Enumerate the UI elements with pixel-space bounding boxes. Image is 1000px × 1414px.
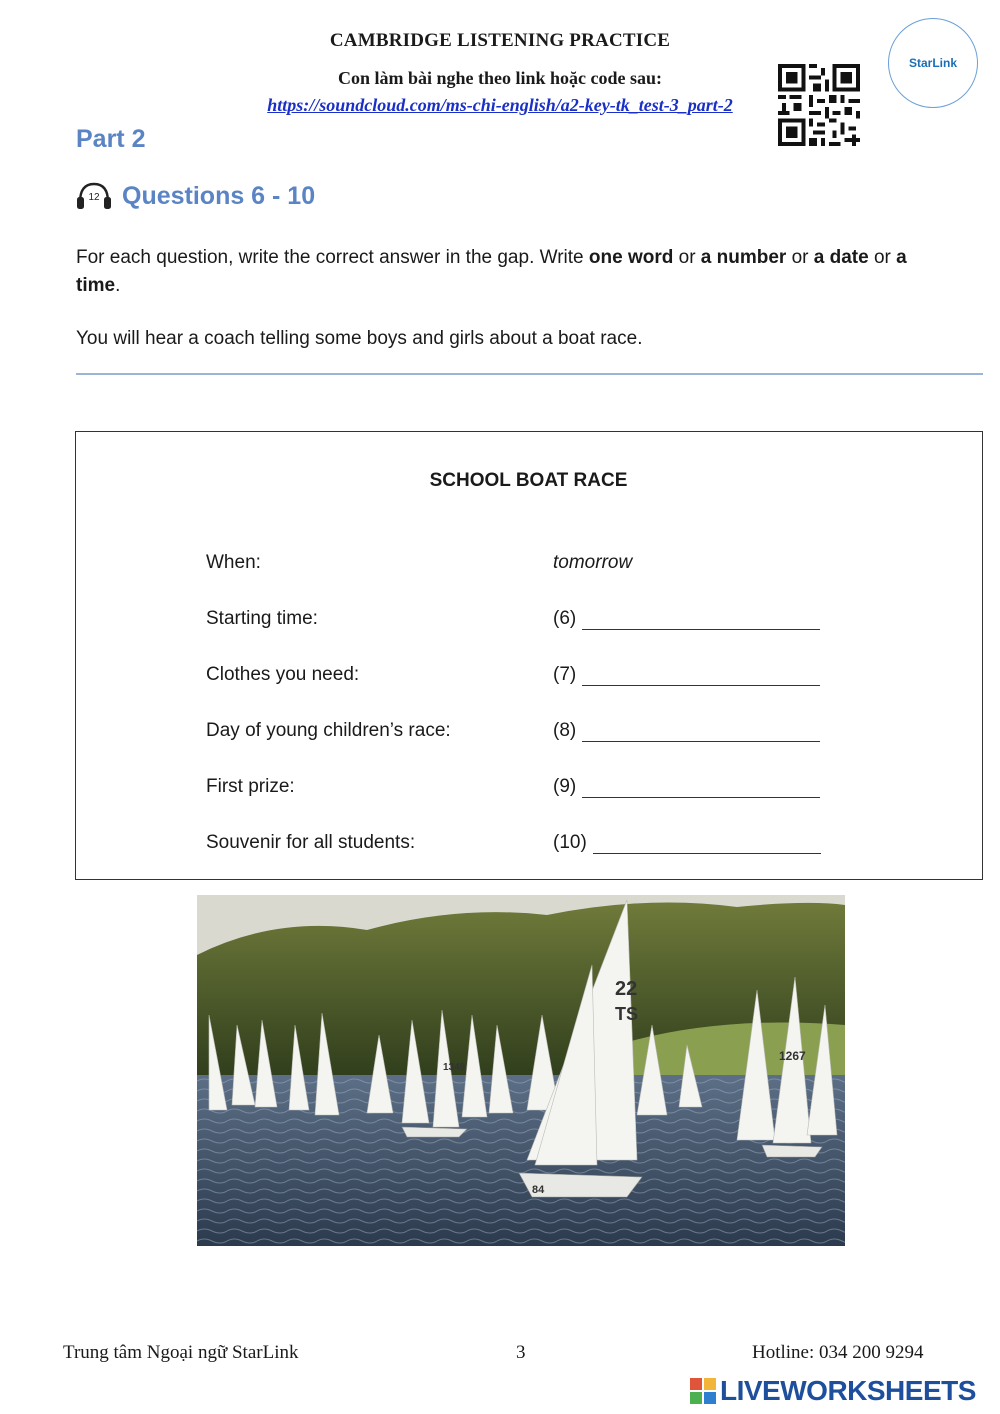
- header-title: CAMBRIDGE LISTENING PRACTICE: [329, 30, 671, 51]
- question-number: (9): [553, 776, 577, 797]
- liveworksheets-text: LIVEWORKSHEETS: [720, 1375, 976, 1406]
- answer-row-10: [553, 832, 821, 854]
- notes-form: [75, 431, 983, 880]
- liveworksheets-mark-icon: [690, 1378, 716, 1404]
- questions-heading: Questions 6 - 10: [122, 182, 316, 210]
- logo-text: StarLink: [908, 56, 957, 70]
- part-title: Part 2: [76, 125, 146, 153]
- sailing-boats-photo: [197, 895, 845, 1246]
- instructions: For each question, write the correct answer in the gap. Write one word or a number or a date or a time.: [76, 247, 907, 296]
- headphones-icon: [75, 180, 113, 210]
- row-label-when: When:: [206, 552, 261, 573]
- soundcloud-link[interactable]: https://soundcloud.com/ms-chi-english/a2-key-tk_test-3_part-2: [267, 95, 733, 115]
- liveworksheets-logo: [690, 1374, 976, 1408]
- footer-hotline: Hotline: 034 200 9294: [752, 1342, 924, 1363]
- starlink-logo: [888, 18, 978, 108]
- sail-number: 22: [615, 978, 638, 1000]
- answer-blank-10[interactable]: [593, 833, 821, 854]
- question-number: (7): [553, 664, 577, 685]
- question-number: (10): [553, 832, 587, 853]
- footer-center-name: Trung tâm Ngoại ngữ StarLink: [63, 1342, 299, 1363]
- row-label-clothes: Clothes you need:: [206, 664, 360, 685]
- answer-row-7: [553, 664, 820, 686]
- sail-number: 1267: [779, 1049, 806, 1063]
- row-label-souvenir: Souvenir for all students:: [206, 832, 416, 853]
- answer-blank-8[interactable]: [582, 721, 820, 742]
- sail-number: TS: [615, 1004, 639, 1024]
- sail-number: 1349: [443, 1062, 466, 1073]
- answer-row-9: [553, 776, 820, 798]
- row-label-starting-time: Starting time:: [206, 608, 318, 629]
- sail-number: 84: [532, 1184, 545, 1196]
- track-number: 12: [88, 192, 100, 203]
- page-number: 3: [516, 1342, 526, 1363]
- answer-blank-9[interactable]: [582, 777, 820, 798]
- row-label-day: Day of young children’s race:: [206, 720, 451, 741]
- qr-code-icon: [778, 64, 860, 146]
- answer-row-8: [553, 720, 820, 742]
- answer-blank-6[interactable]: [582, 609, 820, 630]
- row-label-first-prize: First prize:: [206, 776, 295, 797]
- form-title: SCHOOL BOAT RACE: [429, 470, 628, 491]
- question-number: (8): [553, 720, 577, 741]
- row-value-when: tomorrow: [553, 552, 633, 573]
- answer-blank-7[interactable]: [582, 665, 820, 686]
- answer-row-6: [553, 608, 820, 630]
- divider: [76, 373, 983, 375]
- context-text: You will hear a coach telling some boys and girls about a boat race.: [76, 328, 643, 349]
- header-subtitle: Con làm bài nghe theo link hoặc code sau:: [337, 68, 663, 88]
- question-number: (6): [553, 608, 577, 629]
